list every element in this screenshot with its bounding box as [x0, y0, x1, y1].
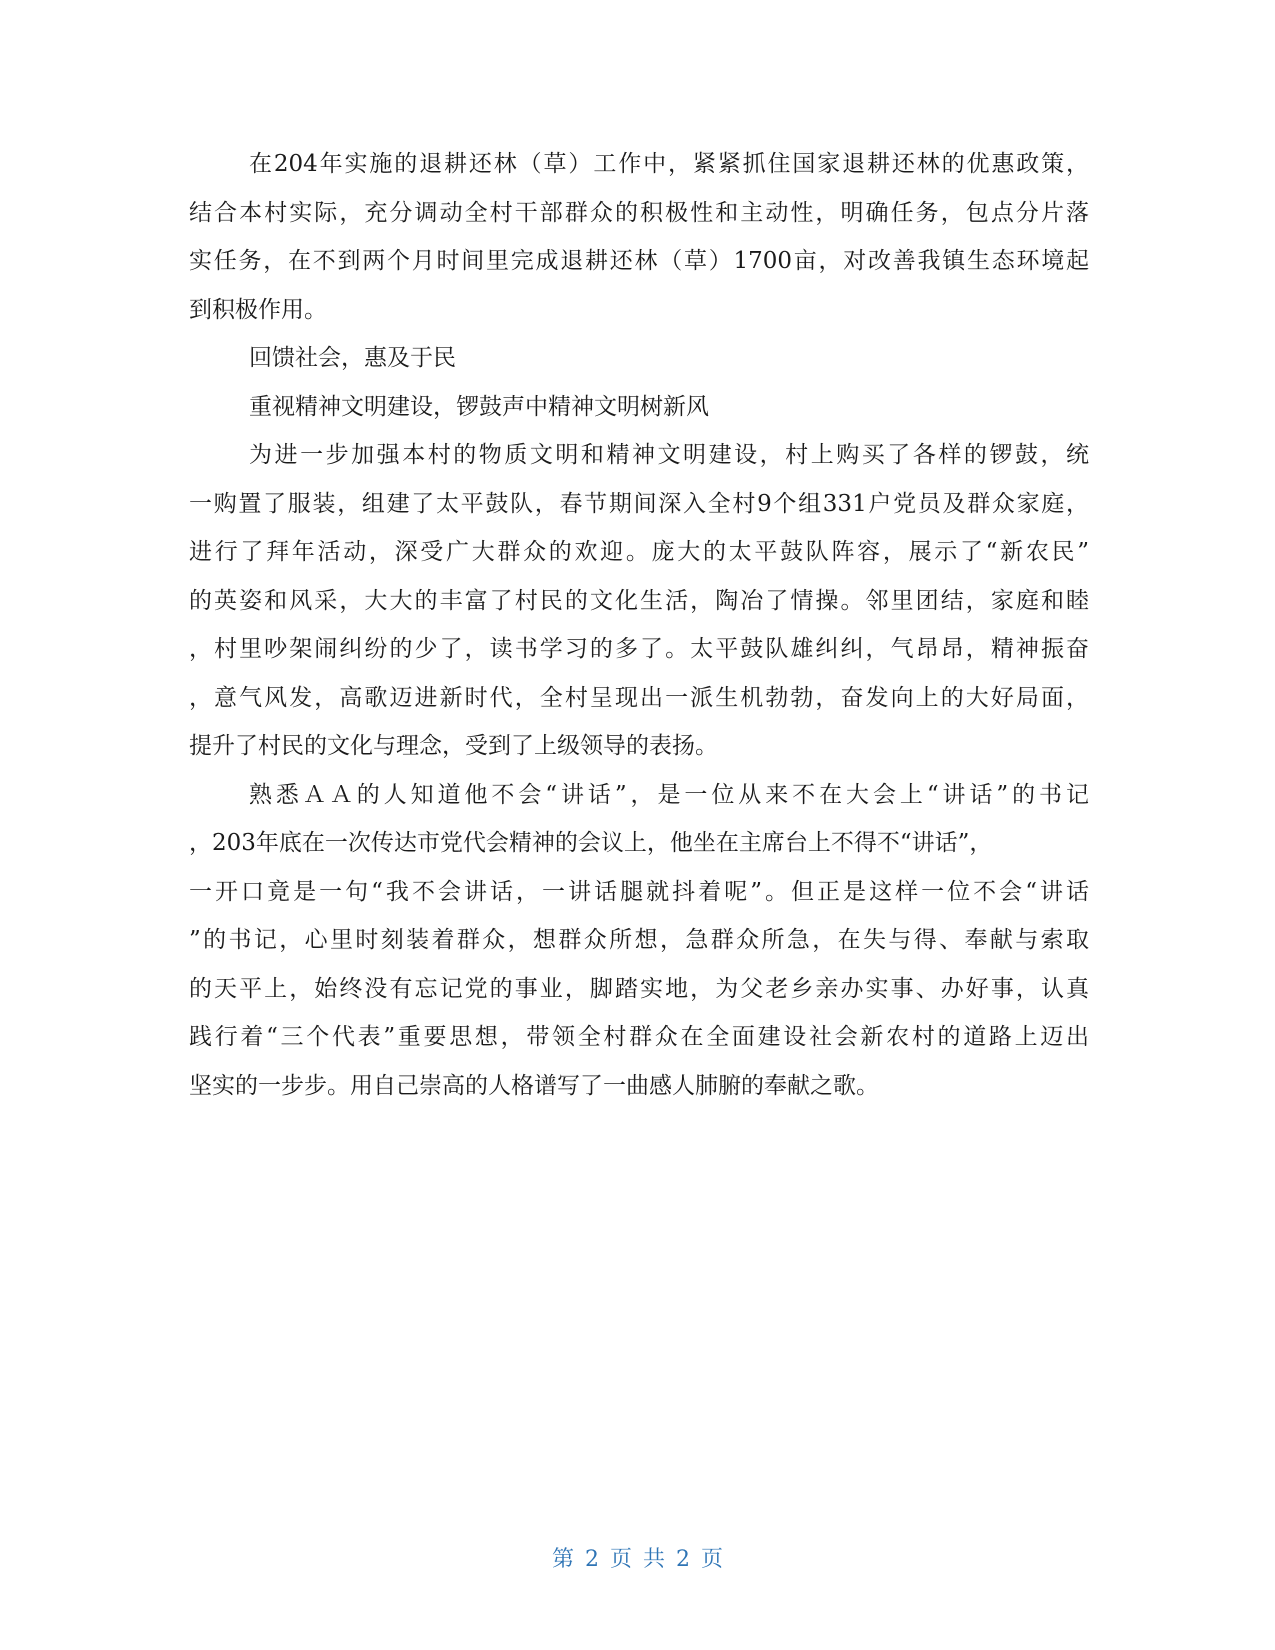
paragraph-1-line-4: 到积极作用。 [189, 296, 327, 323]
paragraph-4-line-3: 进行了拜年活动，深受广大群众的欢迎。庞大的太平鼓队阵容，展示了“新农民” [189, 539, 1089, 565]
paragraph-5-line-7: 坚实的一步步。用自己崇高的人格谱写了一曲感人肺腑的奉献之歌。 [189, 1072, 879, 1099]
paragraph-1-line-1: 在204年实施的退耕还林（草）工作中，紧紧抓住国家退耕还林的优惠政策， [249, 151, 1089, 177]
section-heading-civilization: 重视精神文明建设，锣鼓声中精神文明树新风 [249, 393, 709, 420]
paragraph-5-line-1: 熟悉ＡＡ的人知道他不会“讲话”，是一位从来不在大会上“讲话”的书记 [249, 781, 1089, 808]
paragraph-5-line-5: 的天平上，始终没有忘记党的事业，脚踏实地，为父老乡亲办实事、办好事，认真 [189, 975, 1089, 1002]
paragraph-5-line-2: ，203年底在一次传达市党代会精神的会议上，他坐在主席台上不得不“讲话”， [189, 830, 993, 856]
paragraph-5-line-4: ”的书记，心里时刻装着群众，想群众所想，急群众所急，在失与得、奉献与索取 [189, 927, 1089, 953]
page-number-footer: 第 2 页 共 2 页 [552, 1547, 723, 1572]
paragraph-5-line-3: 一开口竟是一句“我不会讲话，一讲话腿就抖着呢”。但正是这样一位不会“讲话 [189, 878, 1089, 905]
paragraph-4-line-4: 的英姿和风采，大大的丰富了村民的文化生活，陶冶了情操。邻里团结，家庭和睦 [189, 587, 1089, 614]
paragraph-4-line-5: ，村里吵架闹纠纷的少了，读书学习的多了。太平鼓队雄纠纠，气昂昂，精神振奋 [189, 636, 1089, 662]
paragraph-4-line-6: ，意气风发，高歌迈进新时代，全村呈现出一派生机勃勃，奋发向上的大好局面， [189, 684, 1089, 711]
paragraph-4-line-7: 提升了村民的文化与理念，受到了上级领导的表扬。 [189, 733, 718, 759]
section-heading-feedback: 回馈社会，惠及于民 [249, 345, 456, 371]
paragraph-4-line-1: 为进一步加强本村的物质文明和精神文明建设，村上购买了各样的锣鼓，统 [249, 442, 1089, 468]
document-body [189, 140, 1089, 1110]
paragraph-5-line-6: 践行着“三个代表”重要思想，带领全村群众在全面建设社会新农村的道路上迈出 [189, 1024, 1089, 1050]
paragraph-1-line-2: 结合本村实际，充分调动全村干部群众的积极性和主动性，明确任务，包点分片落 [189, 199, 1089, 226]
paragraph-4-line-2: 一购置了服装，组建了太平鼓队，春节期间深入全村9个组331户党员及群众家庭， [189, 490, 1089, 517]
paragraph-1-line-3: 实任务，在不到两个月时间里完成退耕还林（草）1700亩，对改善我镇生态环境起 [189, 248, 1089, 274]
